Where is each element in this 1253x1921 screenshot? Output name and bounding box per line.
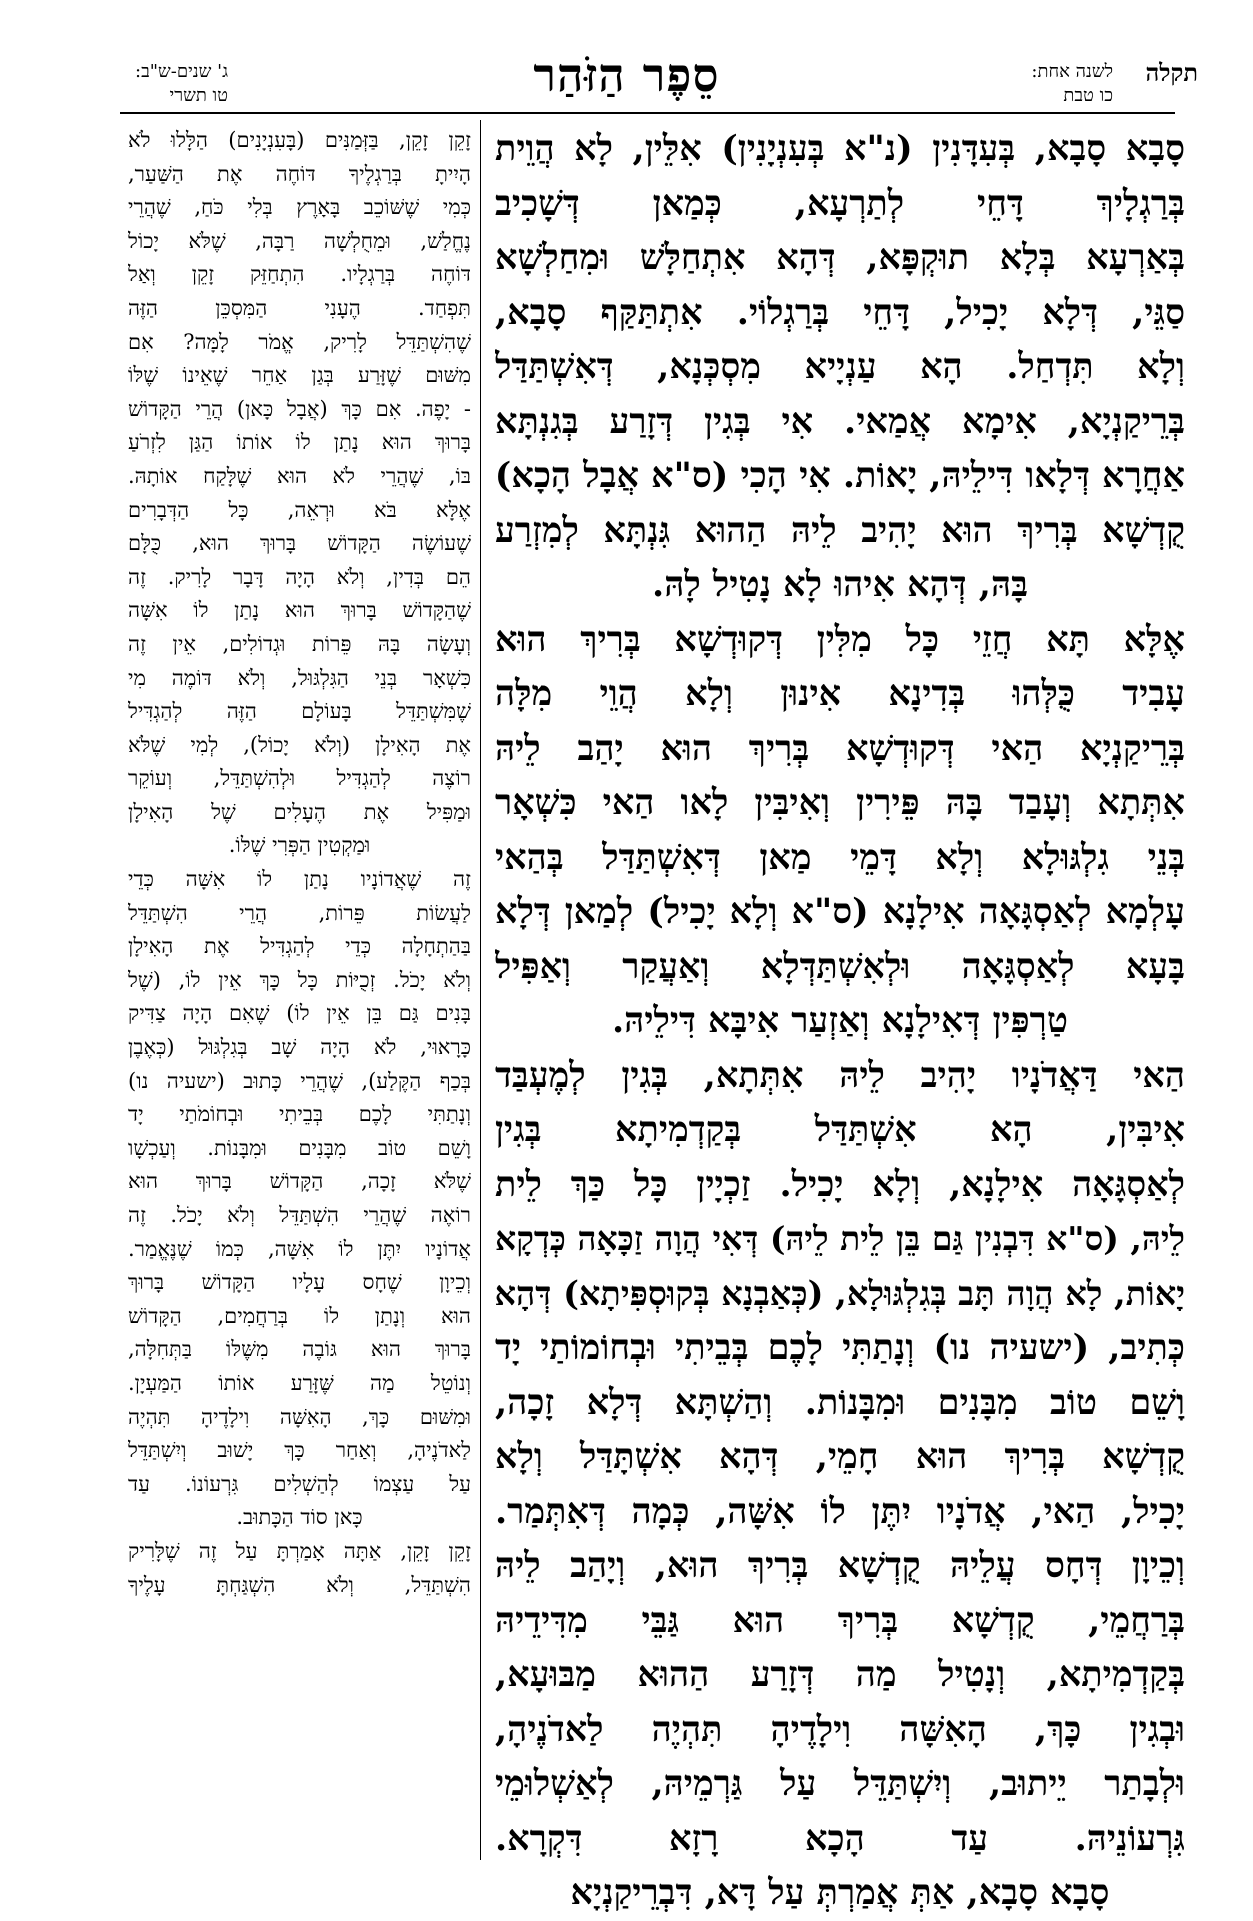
text-line: כָּרָאוּי, לֹא הָיָה שָׁב בְּגִלְגּוּל (כְּאֶבֶן [128,1035,471,1060]
text-line: בְּנֵי גִלְגּוּלָא וְלָא דָּמֵי מַאן דְּאִשְׁתַּדַּל בְּהַאי [495,836,1185,878]
text-line: אֶלָּא בֹּא וּרְאֵה, כָּל הַדְּבָרִים [128,497,471,522]
text-line: הָיִיתָ בְּרַגְלֶיךָ דּוֹחֶה אֶת הַשַּׁעַר, [128,161,471,186]
text-line: בָּרוּךְ הוּא נָתַן לוֹ אוֹתוֹ הַגַּן לִזְרֹעַ [128,430,471,455]
text-line: שֶׁמִּשְׁתַּדֵּל בָּעוֹלָם הַזֶּה לְהַגְדִּיל [128,699,471,724]
text-line: שֶׁהַקָּדוֹשׁ בָּרוּךְ הוּא נָתַן לוֹ אִשָּׁה [128,598,471,623]
text-line: הוּא וְנָתַן לוֹ בְּרַחֲמִים, הַקָּדוֹשׁ [128,1303,471,1328]
text-line: יָאוֹת, לָא הֲוָה תָּב בְּגִלְגּוּלָא, (כְּאַבְנָא בְּקוּסְפִּיתָא) דְּהָא [495,1273,1185,1313]
text-line: אֶת הָאִילָן (וְלֹא יָכוֹל), לְמִי שֶׁלֹּא [128,732,471,757]
text-line: גִּרְעוֹנֵיהּ. עַד הָכָא רָזָא דִּקְרָא. [495,1817,1185,1859]
text-line: בָּהּ, דְּהָא אִיהוּ לָא נָטִיל לָהּ. [652,564,1028,605]
text-line: בְּקַדְמִיתָא, וְנָטִיל מַה דְּזָרַע הַהוּא מַבּוּעָא, [495,1654,1185,1695]
text-line: הֵם בְּדִין, וְלֹא הָיָה דָּבָר לָרִיק. זֶה [128,564,471,589]
text-line: - יָפֶה. אִם כָּךְ (אֲבָל כָּאן) הֲרֵי הַקָּדוֹשׁ [128,396,471,421]
text-line: וְלֹא יָכֹל. זְכֻיּוֹת כָּל כָּךְ אֵין לוֹ, (שֶׁל [128,967,471,992]
text-line: וְלָא תִּדְחַל. הָא עַנְיָיא מִסְכְּנָא, דְּאִשְׁתַּדַּל [495,346,1185,387]
text-line: וְנָתַתִּי לָכֶם בְּבֵיתִי וּבְחוֹמֹתַי יָד [128,1102,471,1127]
portion-label: ג' שנים-ש"ב: [135,61,229,82]
text-line: בְּאַרְעָא בְּלָא תוּקְפָּא, דְּהָא אִתְחַלָּשׁ וּמִחַלְשָׁא [495,237,1185,278]
text-line: זָקֵן זָקֵן, אַתָּה אָמַרְתָּ עַל זֶה שֶׁלָּרִיק [128,1538,471,1563]
text-line: כְּמִי שֶׁשּׁוֹכֵב בָּאָרֶץ בְּלִי כֹּחַ, שֶׁהֲרֵי [128,195,471,220]
text-line: תִּפְחַד. הֶעָנִי הַמִּסְכֵּן הַזֶּה [128,295,471,320]
text-line: אַחֲרָא דְּלָאו דִּילֵיהּ, יָאוֹת. אִי הָכִי (ס"א אֲבָל הָכָא) [495,455,1185,496]
hebrew-translation-column [128,124,471,1602]
text-line: אֲדוֹנָיו יִתֶּן לוֹ אִשָּׁה, כְּמוֹ שֶׁנֶּאֱמַר. [128,1236,471,1261]
text-line: וְכֵיוָן שֶׁחָס עָלָיו הַקָּדוֹשׁ בָּרוּךְ [128,1270,471,1295]
text-line: וְכֵיוָן דְּחָס עֲלֵיהּ קֻדְשָׁא בְּרִיךְ הוּא, וְיָהַב לֵיהּ [495,1545,1185,1586]
text-line: סַגֵּי, דְּלָא יָכִיל, דָּחֵי בְּרַגְלוֹי. אִתְתַּקַּף סָבָא, [495,291,1185,333]
text-line: בְּרַגְלָיךְ דָּחֵי לְתַרְעָא, כְּמַאן דְּשָׁכִיב [495,182,1185,224]
text-line: בּוֹ, שֶׁהֲרֵי לֹא הוּא שֶׁלָּקַח אוֹתָהּ. [128,463,471,488]
text-line: רוֹאֶה שֶׁהֲרֵי הִשְׁתַּדֵּל וְלֹא יָכֹל. זֶה [128,1203,471,1227]
text-line: אֶלָּא תָּא חֲזֵי כָּל מִלִּין דְּקוּדְשָׁא בְּרִיךְ הוּא [495,618,1185,660]
text-line: לַאדֹנֶיהָ, וְאַחַר כָּךְ יָשׁוּב וְיִשְׁתַּדֵּל [128,1438,471,1463]
text-line: זֶה שֶׁאֲדוֹנָיו נָתַן לוֹ אִשָּׁה כְּדֵי [128,867,471,892]
text-line: עַל עַצְמוֹ לְהַשְׁלִים גִּרְעוֹנוֹ. עַד [128,1471,471,1496]
text-line: וְנוֹטֵל מַה שֶּׁזָּרַע אוֹתוֹ הַמַּעְיָן. [128,1370,471,1395]
text-line: וּמַקְטִין הַפְּרִי שֶׁלּוֹ. [228,833,371,858]
text-line: בְּרַחֲמֵי, קֻדְשָׁא בְּרִיךְ הוּא גַּבֵּי מִדִּידֵיהּ [495,1599,1185,1641]
text-line: וָשֵׁם טוֹב מִבָּנִים וּמִבָּנוֹת. וְהַשְׁתָּא דְּלָא זָכָה, [495,1381,1185,1423]
text-line: הִשְׁתַּדֵּל, וְלֹא הִשְׁגַּחְתָּ עָלֶיךָ [128,1572,471,1597]
text-line: דּוֹחֶה בְּרַגְלָיו. הִתְחַזֵּק זָקֵן וְאַל [128,262,471,287]
text-line: בָּרוּךְ הוּא גּוֹבֶה מִשֶּׁלּוֹ בַּתְּחִלָּה, [128,1337,471,1362]
schedule-left [135,60,228,108]
text-line: סָבָא סָבָא, אַתְּ אֲמַרְתְּ עַל דָּא, דִּבְרֵיקַנְיָא [570,1872,1110,1913]
text-line: וּבְגִין כָּךְ, הָאִשָּׁה וִילָדֶיהָ תִּהְיֶה לַאדֹנֶיהָ, [495,1708,1185,1750]
text-line: שֶׁלֹּא זָכָה, הַקָּדוֹשׁ בָּרוּךְ הוּא [128,1169,471,1194]
text-line: בְּכַף הַקֶּלַע), שֶׁהֲרֵי כָּתוּב (ישעיה נו) [128,1068,471,1093]
aramaic-text-column [495,122,1185,1921]
text-line: שֶׁהִשְׁתַּדֵּל לָרִיק, אֱמֹר לָמָּה? אִם [128,329,471,354]
column-divider [480,120,481,1860]
text-line: וּמִשּׁוּם כָּךְ, הָאִשָּׁה וִילָדֶיהָ תִּהְיֶה [128,1404,471,1429]
text-line: שֶׁעוֹשֶׂה הַקָּדוֹשׁ בָּרוּךְ הוּא, כֻּלָּם [128,531,471,556]
text-line: הַאי דַּאֲדֹנָיו יָהִיב לֵיהּ אִתְּתָא, בְּגִין לְמֶעְבַּד [495,1054,1185,1096]
text-line: טַרְפִּין דְּאִילָנָא וְאַזְעַר אִיבָּא דִּילֵיהּ. [612,1000,1068,1041]
date-right: כו טבת [1063,85,1113,106]
page-header [0,0,1253,120]
text-line: זָקֵן זָקֵן, בַּזְּמַנִּים (בָּעִנְיָנִים) הַלָּלוּ לֹא [128,128,471,152]
date-left: טו תשרי [169,85,229,106]
text-line: כִּשְׁאָר בְּנֵי הַגִּלְגּוּל, וְלֹא דּוֹמֶה מִי [128,665,471,690]
text-line: לַעֲשׂוֹת פֵּרוֹת, הֲרֵי הִשְׁתַּדֵּל [128,900,471,925]
text-line: לֵיהּ, (ס"א דִּבְנִין גַּם בֵּן לֵית לֵיהּ) דְּאִי הֲוָה זַכָּאָה כְּדְקָא [495,1219,1185,1258]
text-line: קֻדְשָׁא בְּרִיךְ הוּא חָמֵי, דְּהָא אִשְׁתָּדַּל וְלָא [495,1436,1185,1477]
text-line: רוֹצֶה לְהַגְדִּיל וּלְהִשְׁתַּדֵּל, וְעוֹקֵר [128,766,471,791]
text-line: סָבָא סָבָא, בְּעִדָּנִין (נ"א בְּעִנְיָנִין) אִלֵּין, לָא הֲוֵית [495,128,1185,169]
text-line: בָּעָא לְאַסְגָּאָה וּלְאִשְׁתַּדְּלָא וְאַעֲקַר וְאַפִּיל [495,945,1185,987]
header-rule [120,112,1175,114]
text-line: מִשּׁוּם שֶׁזָּרַע בְּגַן אַחֵר שֶׁאֵינוֹ שֶׁלּוֹ [128,363,471,388]
text-line: לְאַסְגָּאָה אִילָנָא, וְלָא יָכִיל. זַכְיָין כָּל כַּךְ לֵית [495,1163,1185,1205]
text-line: נֶחֱלַשׁ, וּמֵחֻלְשָׁה רַבָּה, שֶׁלֹּא יָכוֹל [128,228,471,253]
page-title: סֵפֶר הַזֹּהַר [533,48,720,102]
text-line: וּלְבָתַר יֵיתוּב, וְיִשְׁתַּדֵּל עַל גַּרְמֵיהּ, לְאַשְׁלוּמֵי [495,1763,1185,1804]
text-line: וָשֵׁם טוֹב מִבָּנִים וּמִבָּנוֹת. וְעַכְשָׁו [128,1135,471,1160]
text-line: בַּהַתְחָלָה כְּדֵי לְהַגְדִּיל אֶת הָאִילָן [128,934,471,959]
text-line: עָלְמָא לְאַסְגָּאָה אִילָנָא (ס"א וְלָא יָכִיל) לְמַאן דְּלָא [495,891,1185,932]
text-line: בְּרֵיקַנְיָא, אִימָא אֲמַאי. אִי בְּגִין דְּזָרַע בְּגִנְתָּא [495,400,1185,442]
text-line: קֻדְשָׁא בְּרִיךְ הוּא יָהִיב לֵיהּ הַהוּא גִּנְתָּא לְמִזְרַע [495,509,1185,551]
tractate-label: תקלה [1145,58,1198,87]
text-line: כָּאן סוֹד הַכָּתוּב. [236,1505,363,1530]
text-line: יָכִיל, הַאי, אֲדֹנָיו יִתֶּן לוֹ אִשָּׁה, כְּמָה דְּאִתְּמַר. [495,1490,1185,1532]
text-line: וּמַפִּיל אֶת הֶעָלִים שֶׁל הָאִילָן [128,799,471,824]
text-line: אִתְּתָא וְעָבַד בָּהּ פֵּירִין וְאִיבִּין לָאו הַאי כִּשְׁאָר [495,782,1185,823]
text-line: בְּרֵיקַנְיָא הַאי דְּקוּדְשָׁא בְּרִיךְ הוּא יָהַב לֵיהּ [495,727,1185,769]
text-line: אִיבִּין, הָא אִשְׁתַּדַּל בְּקַדְמִיתָא בְּגִין [495,1109,1185,1150]
text-line: בָּנִים גַּם בֵּן אֵין לוֹ) שֶׁאִם הָיָה צַדִּיק [128,1001,471,1026]
text-line: כְּתִיב, (ישעיה נו) וְנָתַתִּי לָכֶם בְּבֵיתִי וּבְחוֹמוֹתַי יָד [495,1327,1185,1368]
year-label: לשנה אחת: [1031,61,1113,82]
text-line: עָבִיד כֻּלְּהוּ בְּדִינָא אִינוּן וְלָא הֲוֵי מִלָּה [495,673,1185,714]
text-line: וְעָשָׂה בָּהּ פֵּרוֹת וּגְדוֹלִים, אֵין זֶה [128,631,471,656]
